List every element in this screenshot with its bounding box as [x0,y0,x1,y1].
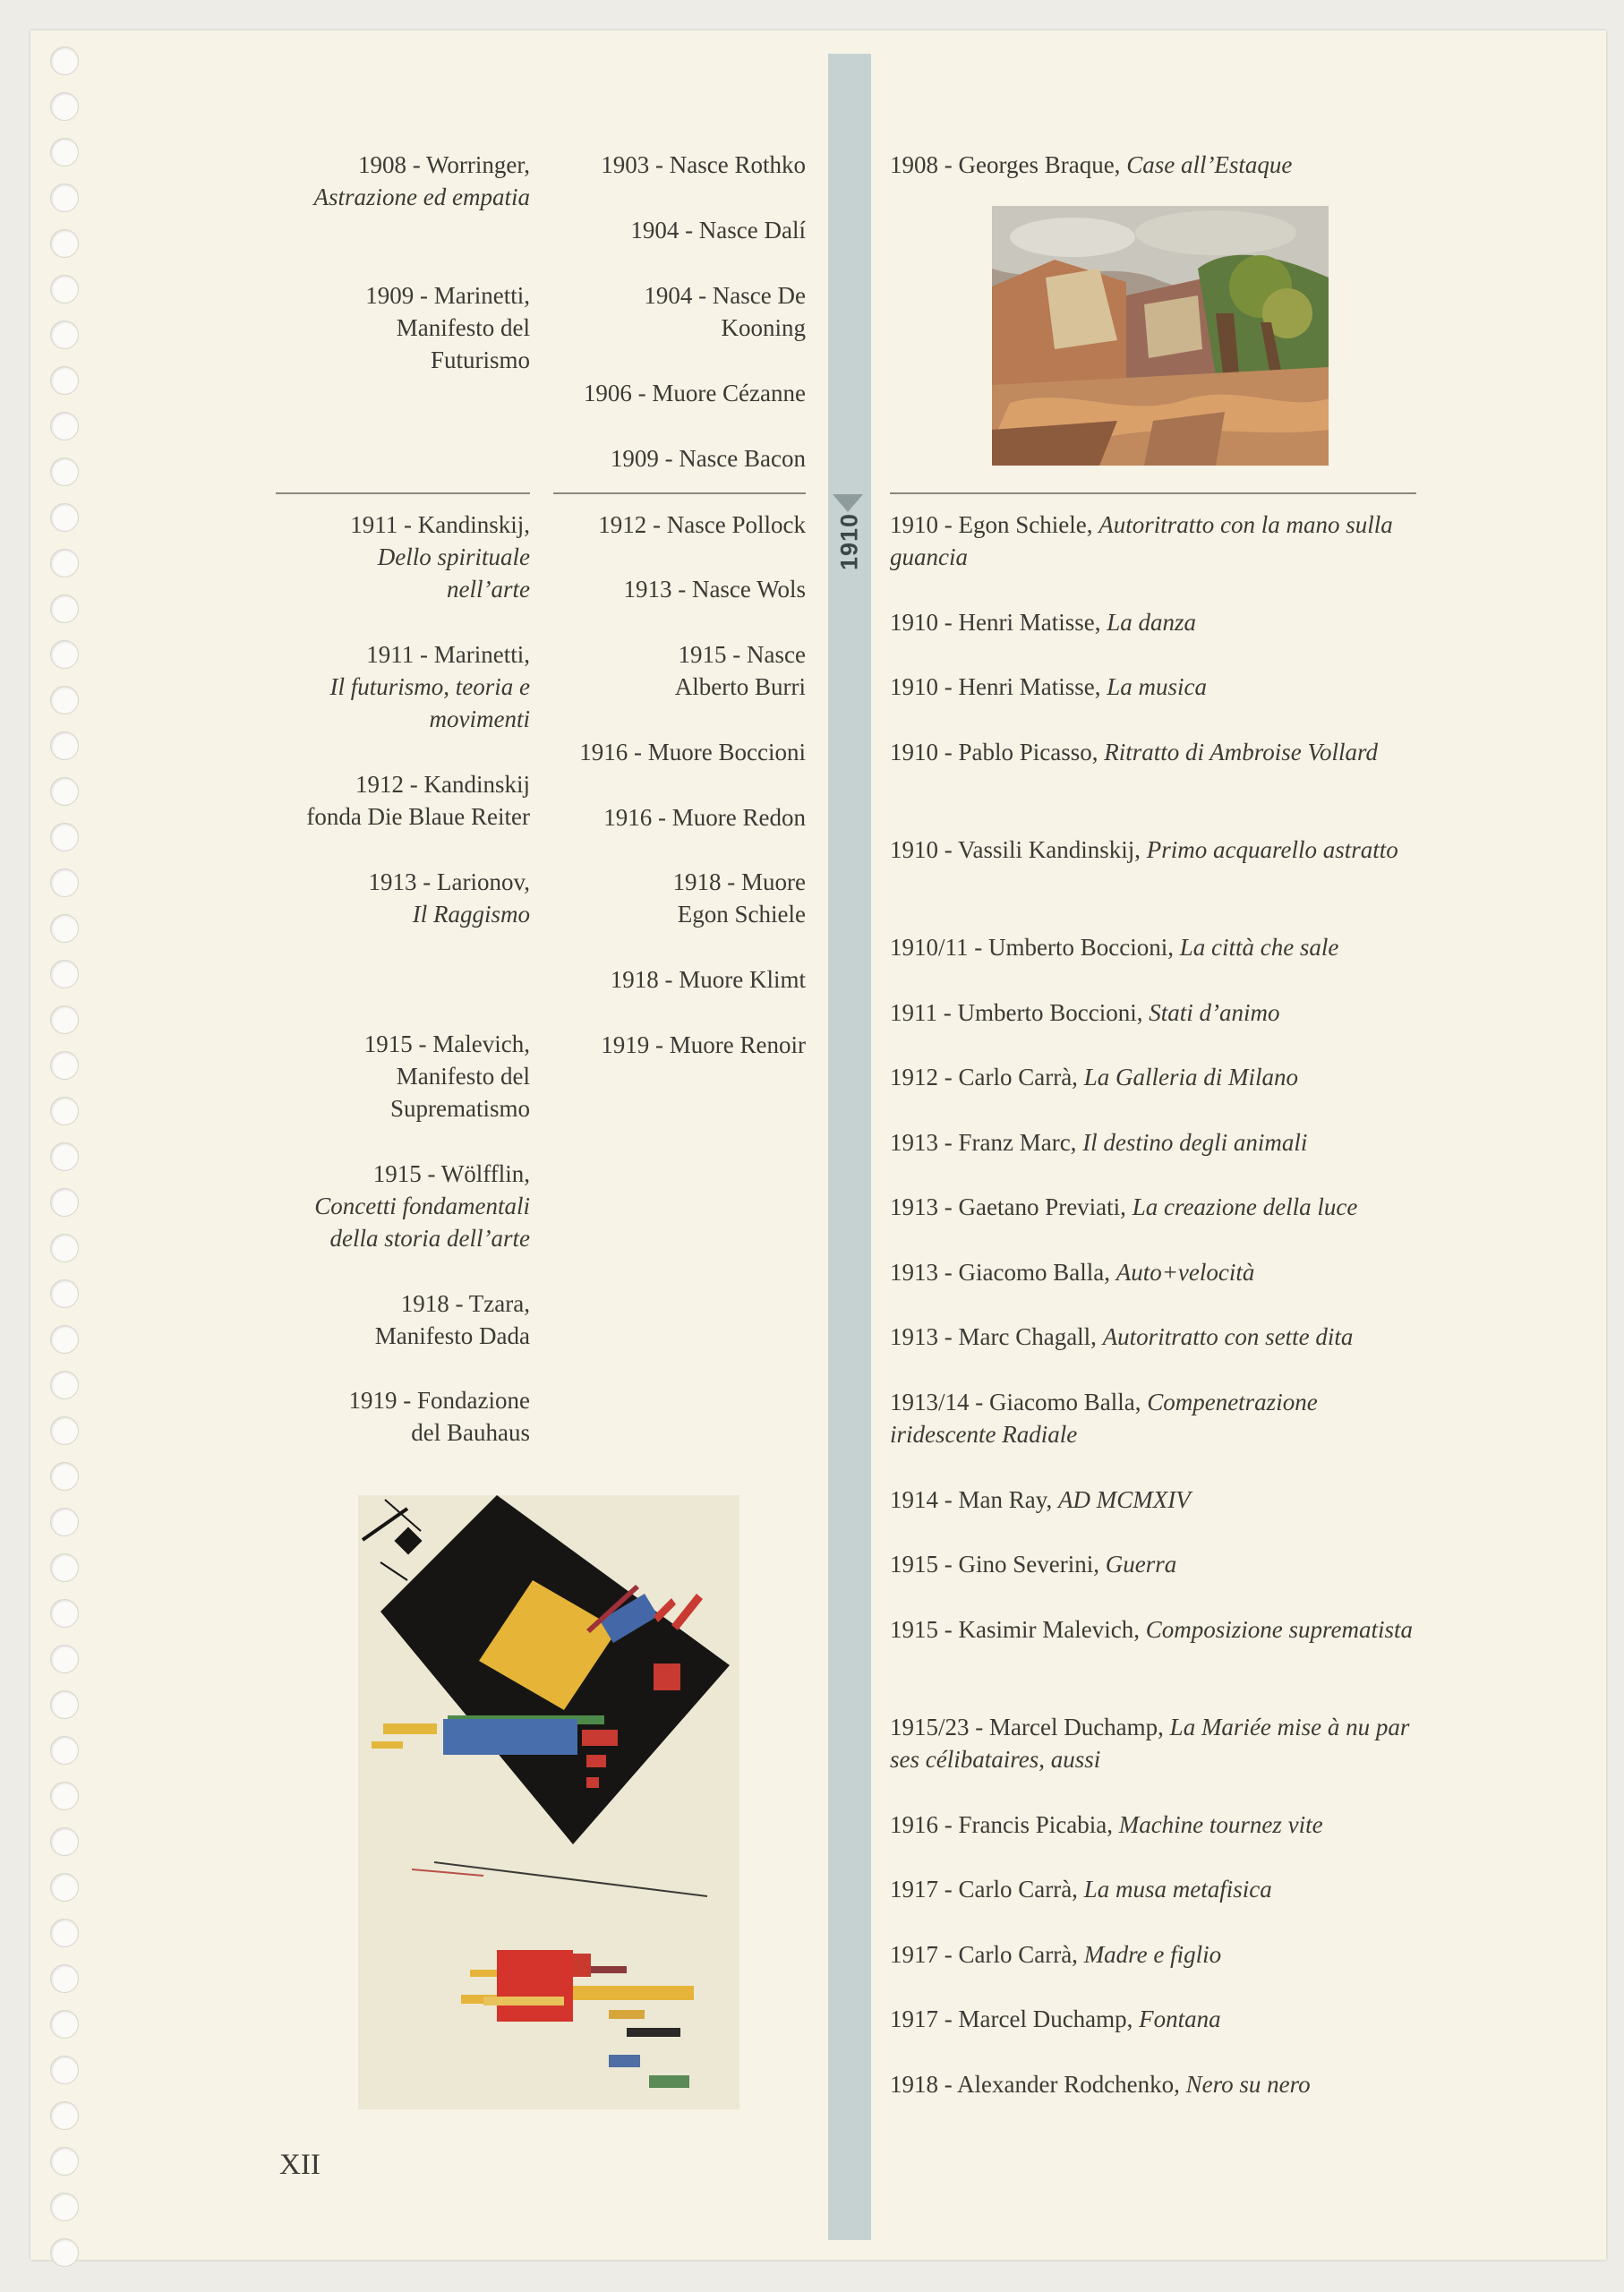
binder-hole [50,686,79,714]
binder-hole [50,868,79,897]
work-entry: 1916 - Francis Picabia, Machine tournez vite [890,1811,1323,1838]
binder-hole [50,2056,79,2084]
artist-entry: 1919 - Muore Renoir [601,1031,806,1058]
binder-hole [50,1005,79,1034]
work-entry: 1910 - Pablo Picasso, Ritratto di Ambroise Vollard [890,739,1379,765]
work-entry: 1915/23 - Marcel Duchamp, La Mariée mise à nu par ses célibataires, aussi [890,1714,1410,1773]
work-entry: 1910 - Henri Matisse, La musica [890,673,1207,700]
theory-entry: 1908 - Worringer, Astrazione ed empatia [313,151,530,210]
artists-column [553,0,806,1164]
theory-entry: 1911 - Kandinskij, Dello spirituale nell’arte [350,511,530,603]
braque-painting-image [992,206,1329,466]
work-entry: 1913 - Giacomo Balla, Auto+velocità [890,1259,1255,1286]
binder-hole [50,1279,79,1308]
binder-hole [50,2010,79,2039]
artist-entry: 1912 - Nasce Pollock [598,511,806,538]
binder-hole [50,960,79,988]
binder-hole [50,1873,79,1902]
artist-entry: 1918 - Muore Klimt [610,966,806,993]
artist-entry: 1916 - Muore Boccioni [579,739,806,765]
binder-hole [50,1325,79,1354]
work-entry: 1910 - Vassili Kandinskij, Primo acquarello astratto [890,836,1398,863]
binder-hole [50,1736,79,1765]
work-entry: 1918 - Alexander Rodchenko, Nero su nero [890,2071,1311,2098]
binder-hole [50,1188,79,1217]
artist-entry: 1916 - Muore Redon [603,804,806,831]
work-entry: 1914 - Man Ray, AD MCMXIV [890,1486,1191,1513]
binder-hole [50,1827,79,1856]
work-entry: 1910 - Henri Matisse, La danza [890,609,1196,636]
binder-hole [50,1964,79,1993]
malevich-painting-image [358,1495,739,2109]
artist-entry: 1913 - Nasce Wols [623,576,806,603]
work-entry: 1908 - Georges Braque, Case all’Estaque [890,151,1293,178]
work-entry: 1912 - Carlo Carrà, La Galleria di Milano [890,1064,1298,1090]
binder-hole [50,2147,79,2176]
binder-hole [50,731,79,760]
work-entry: 1917 - Carlo Carrà, Madre e figlio [890,1941,1222,1968]
binder-hole [50,1416,79,1445]
timeline-year-label: 1910 [835,512,863,571]
artist-entry: 1904 - Nasce Dalí [630,217,806,244]
binder-hole [50,1142,79,1171]
binder-hole [50,47,79,75]
timeline-bar [828,54,871,2240]
work-entry: 1913 - Franz Marc, Il destino degli animali [890,1129,1308,1156]
binder-hole [50,1051,79,1080]
theory-entry: 1913 - Larionov, Il Raggismo [368,868,530,928]
theory-entry: 1918 - Tzara, Manifesto Dada [374,1290,530,1349]
binder-hole [50,914,79,943]
page-number: XII [279,2149,321,2181]
work-entry: 1910/11 - Umberto Boccioni, La città che sale [890,934,1339,961]
binder-hole [50,777,79,806]
binder-hole [50,1599,79,1628]
binder-hole [50,458,79,486]
binder-hole [50,1097,79,1125]
binder-hole [50,1508,79,1536]
binder-hole [50,275,79,304]
binder-hole [50,1234,79,1262]
work-entry: 1910 - Egon Schiele, Autoritratto con la mano sulla guancia [890,511,1393,570]
binder-hole [50,412,79,440]
theory-column [269,0,530,1522]
theory-entry: 1909 - Marinetti, Manifesto del Futurismo [365,282,530,373]
work-entry: 1917 - Marcel Duchamp, Fontana [890,2006,1221,2032]
binder-hole [50,1782,79,1810]
binder-hole [50,229,79,258]
binder-hole [50,1371,79,1399]
binder-hole [50,92,79,121]
binder-hole [50,1553,79,1582]
theory-entry: 1919 - Fondazione del Bauhaus [348,1387,530,1446]
artist-entry: 1909 - Nasce Bacon [610,445,806,472]
theory-entry: 1911 - Marinetti, Il futurismo, teoria e movimenti [329,641,530,732]
theory-entry: 1912 - Kandinskij fonda Die Blaue Reiter [306,771,530,830]
work-entry: 1913/14 - Giacomo Balla, Compenetrazione iridescente Radiale [890,1389,1318,1448]
binder-hole [50,1645,79,1673]
artist-entry: 1918 - Muore Egon Schiele [672,868,806,928]
binder-hole [50,2238,79,2267]
binder-holes [50,47,82,2267]
work-entry: 1915 - Gino Severini, Guerra [890,1551,1177,1578]
binder-hole [50,549,79,577]
binder-hole [50,366,79,395]
binder-hole [50,594,79,623]
binder-hole [50,2193,79,2221]
work-entry: 1915 - Kasimir Malevich, Composizione suprematista [890,1616,1413,1643]
binder-hole [50,138,79,167]
binder-hole [50,640,79,669]
binder-hole [50,1462,79,1491]
work-entry: 1913 - Marc Chagall, Autoritratto con sette dita [890,1323,1354,1350]
binder-hole [50,184,79,212]
artist-entry: 1906 - Muore Cézanne [583,380,806,406]
artist-entry: 1915 - Nasce Alberto Burri [674,641,806,700]
work-entry: 1913 - Gaetano Previati, La creazione della luce [890,1193,1358,1220]
binder-hole [50,823,79,851]
theory-entry: 1915 - Wölfflin, Concetti fondamentali della storia dell’arte [314,1160,530,1252]
binder-hole [50,1919,79,1947]
artist-entry: 1903 - Nasce Rothko [601,151,806,178]
binder-hole [50,503,79,532]
binder-hole [50,2101,79,2130]
theory-entry: 1915 - Malevich, Manifesto del Suprematismo [363,1031,530,1122]
work-entry: 1911 - Umberto Boccioni, Stati d’animo [890,999,1280,1026]
binder-hole [50,321,79,349]
artist-entry: 1904 - Nasce De Kooning [644,282,806,341]
work-entry: 1917 - Carlo Carrà, La musa metafisica [890,1876,1272,1903]
binder-hole [50,1690,79,1719]
